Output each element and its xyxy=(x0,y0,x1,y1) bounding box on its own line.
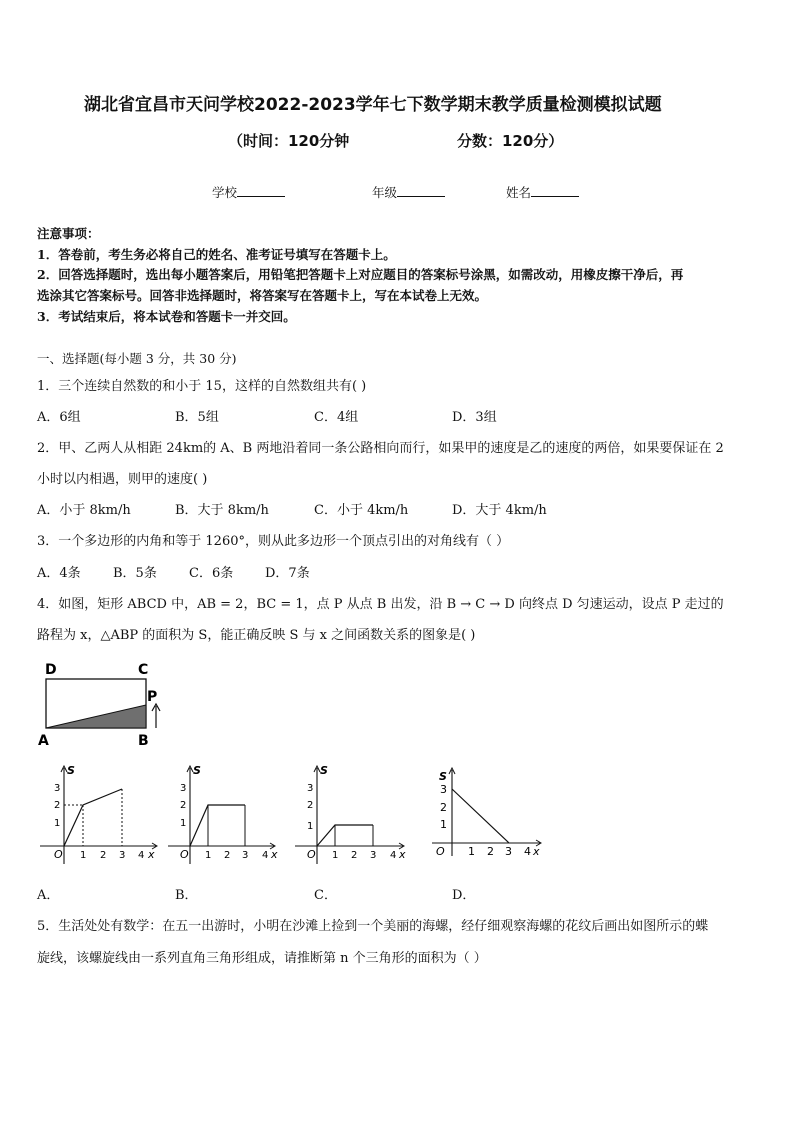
q4-option-c[interactable]: C． xyxy=(314,888,337,903)
q4-option-d[interactable]: D． xyxy=(452,888,476,903)
svg-text:S: S xyxy=(320,764,328,777)
svg-text:3: 3 xyxy=(54,783,61,794)
q3-option-b[interactable]: B．5条 xyxy=(113,566,157,581)
q3-option-c[interactable]: C．6条 xyxy=(189,566,234,581)
svg-text:2: 2 xyxy=(180,800,187,811)
svg-text:2: 2 xyxy=(487,845,494,858)
svg-text:x: x xyxy=(148,848,155,861)
q2-option-b[interactable]: B．大于 8km/h xyxy=(175,503,269,518)
svg-text:S: S xyxy=(439,770,447,783)
graph-c-curve xyxy=(317,825,373,846)
svg-text:O: O xyxy=(180,848,189,861)
notice-heading: 注意事项： xyxy=(37,226,100,241)
svg-text:S: S xyxy=(193,764,201,777)
svg-text:1: 1 xyxy=(332,850,339,861)
total-score: 分数：120分） xyxy=(457,132,564,150)
svg-text:2: 2 xyxy=(100,850,107,861)
notice-line-1: 1．答卷前，考生务必将自己的姓名、准考证号填写在答题卡上。 xyxy=(37,247,396,262)
svg-text:1: 1 xyxy=(54,818,61,829)
section-heading: 一、选择题(每小题 3 分，共 30 分) xyxy=(37,351,237,366)
rectangle-figure xyxy=(36,658,176,750)
grade-field[interactable] xyxy=(372,183,445,201)
svg-text:2: 2 xyxy=(440,801,447,814)
q3-stem: 3．一个多边形的内角和等于 1260°，则从此多边形一个顶点引出的对角线有（ ） xyxy=(37,534,510,549)
svg-text:2: 2 xyxy=(54,800,61,811)
q5-stem-b: 旋线，该螺旋线由一系列直角三角形组成，请推断第 n 个三角形的面积为（ ） xyxy=(37,951,487,966)
label-d: D xyxy=(45,662,57,678)
q2-option-c[interactable]: C．小于 4km/h xyxy=(314,503,409,518)
svg-text:3: 3 xyxy=(440,783,447,796)
svg-text:1: 1 xyxy=(205,850,212,861)
q5-stem-a: 5．生活处处有数学：在五一出游时，小明在沙滩上捡到一个美丽的海螺，经仔细观察海螺的花纹后画出如图所示的蝶 xyxy=(37,919,709,934)
q2-option-a[interactable]: A．小于 8km/h xyxy=(37,503,131,518)
svg-text:O: O xyxy=(307,848,316,861)
svg-text:3: 3 xyxy=(119,850,126,861)
school-field[interactable] xyxy=(212,183,285,201)
q1-option-a[interactable]: A．6组 xyxy=(37,410,81,425)
svg-text:1: 1 xyxy=(180,818,187,829)
notice-line-3: 3．考试结束后，将本试卷和答题卡一并交回。 xyxy=(37,309,296,324)
label-a: A xyxy=(38,733,49,749)
svg-text:4: 4 xyxy=(262,850,269,861)
svg-text:2: 2 xyxy=(224,850,231,861)
notice-line-2b: 选涂其它答案标号。回答非选择题时，将答案写在答题卡上，写在本试卷上无效。 xyxy=(37,288,488,303)
svg-text:3: 3 xyxy=(242,850,249,861)
svg-text:1: 1 xyxy=(440,818,447,831)
school-blank xyxy=(237,184,285,197)
q1-option-b[interactable]: B．5组 xyxy=(175,410,219,425)
graph-a-curve xyxy=(64,789,122,846)
q1-option-c[interactable]: C．4组 xyxy=(314,410,359,425)
q1-option-d[interactable]: D．3组 xyxy=(452,410,497,425)
grade-blank xyxy=(397,184,445,197)
q3-option-a[interactable]: A．4条 xyxy=(37,566,81,581)
graph-a[interactable] xyxy=(40,760,165,868)
svg-text:3: 3 xyxy=(370,850,377,861)
q2-stem-a: 2．甲、乙两人从相距 24km的 A、B 两地沿着同一条公路相向而行，如果甲的速度是乙的速度的两倍，如果要保证在 2 xyxy=(37,441,724,456)
graph-b-curve xyxy=(190,805,245,846)
school-label: 学校 xyxy=(212,185,238,200)
svg-text:3: 3 xyxy=(505,845,512,858)
q4-option-b[interactable]: B． xyxy=(175,888,198,903)
graph-d-curve xyxy=(452,789,509,843)
q4-option-a[interactable]: A． xyxy=(37,888,60,903)
svg-text:4: 4 xyxy=(524,845,531,858)
q4-stem-a: 4．如图，矩形 ABCD 中，AB = 2，BC = 1，点 P 从点 B 出发，沿 B → C → D 向终点 D 匀速运动，设点 P 走过的 xyxy=(37,597,724,612)
graph-c[interactable] xyxy=(295,760,420,868)
q1-stem: 1．三个连续自然数的和小于 15，这样的自然数组共有( ) xyxy=(37,379,367,394)
q2-option-d[interactable]: D．大于 4km/h xyxy=(452,503,547,518)
graph-d[interactable] xyxy=(430,760,555,868)
name-field[interactable] xyxy=(506,183,579,201)
label-b: B xyxy=(138,733,149,749)
svg-text:x: x xyxy=(533,845,540,858)
svg-text:3: 3 xyxy=(180,783,187,794)
name-label: 姓名 xyxy=(506,185,532,200)
label-p: P xyxy=(147,689,158,705)
name-blank xyxy=(531,184,579,197)
svg-text:2: 2 xyxy=(351,850,358,861)
svg-text:3: 3 xyxy=(307,783,314,794)
svg-text:x: x xyxy=(399,848,406,861)
svg-text:4: 4 xyxy=(390,850,397,861)
q3-option-d[interactable]: D．7条 xyxy=(265,566,310,581)
label-c: C xyxy=(138,662,149,678)
svg-text:4: 4 xyxy=(138,850,145,861)
svg-text:O: O xyxy=(54,848,63,861)
page-title: 湖北省宜昌市天问学校2022-2023学年七下数学期末教学质量检测模拟试题 xyxy=(84,95,662,115)
svg-text:O: O xyxy=(436,845,445,858)
svg-text:x: x xyxy=(271,848,278,861)
q4-stem-b: 路程为 x，△ABP 的面积为 S，能正确反映 S 与 x 之间函数关系的图象是( ) xyxy=(37,628,476,643)
svg-text:1: 1 xyxy=(80,850,87,861)
triangle-abp xyxy=(46,705,146,728)
graph-b[interactable] xyxy=(168,760,293,868)
notice-line-2a: 2．回答选择题时，选出每小题答案后，用铅笔把答题卡上对应题目的答案标号涂黑，如需改动，用橡皮擦干净后，再 xyxy=(37,267,684,282)
svg-text:1: 1 xyxy=(307,821,314,832)
q2-stem-b: 小时以内相遇，则甲的速度( ) xyxy=(37,472,208,487)
grade-label: 年级 xyxy=(372,185,398,200)
svg-text:1: 1 xyxy=(468,845,475,858)
time-limit: （时间：120分钟 xyxy=(228,132,350,150)
svg-text:S: S xyxy=(67,764,75,777)
svg-text:2: 2 xyxy=(307,800,314,811)
